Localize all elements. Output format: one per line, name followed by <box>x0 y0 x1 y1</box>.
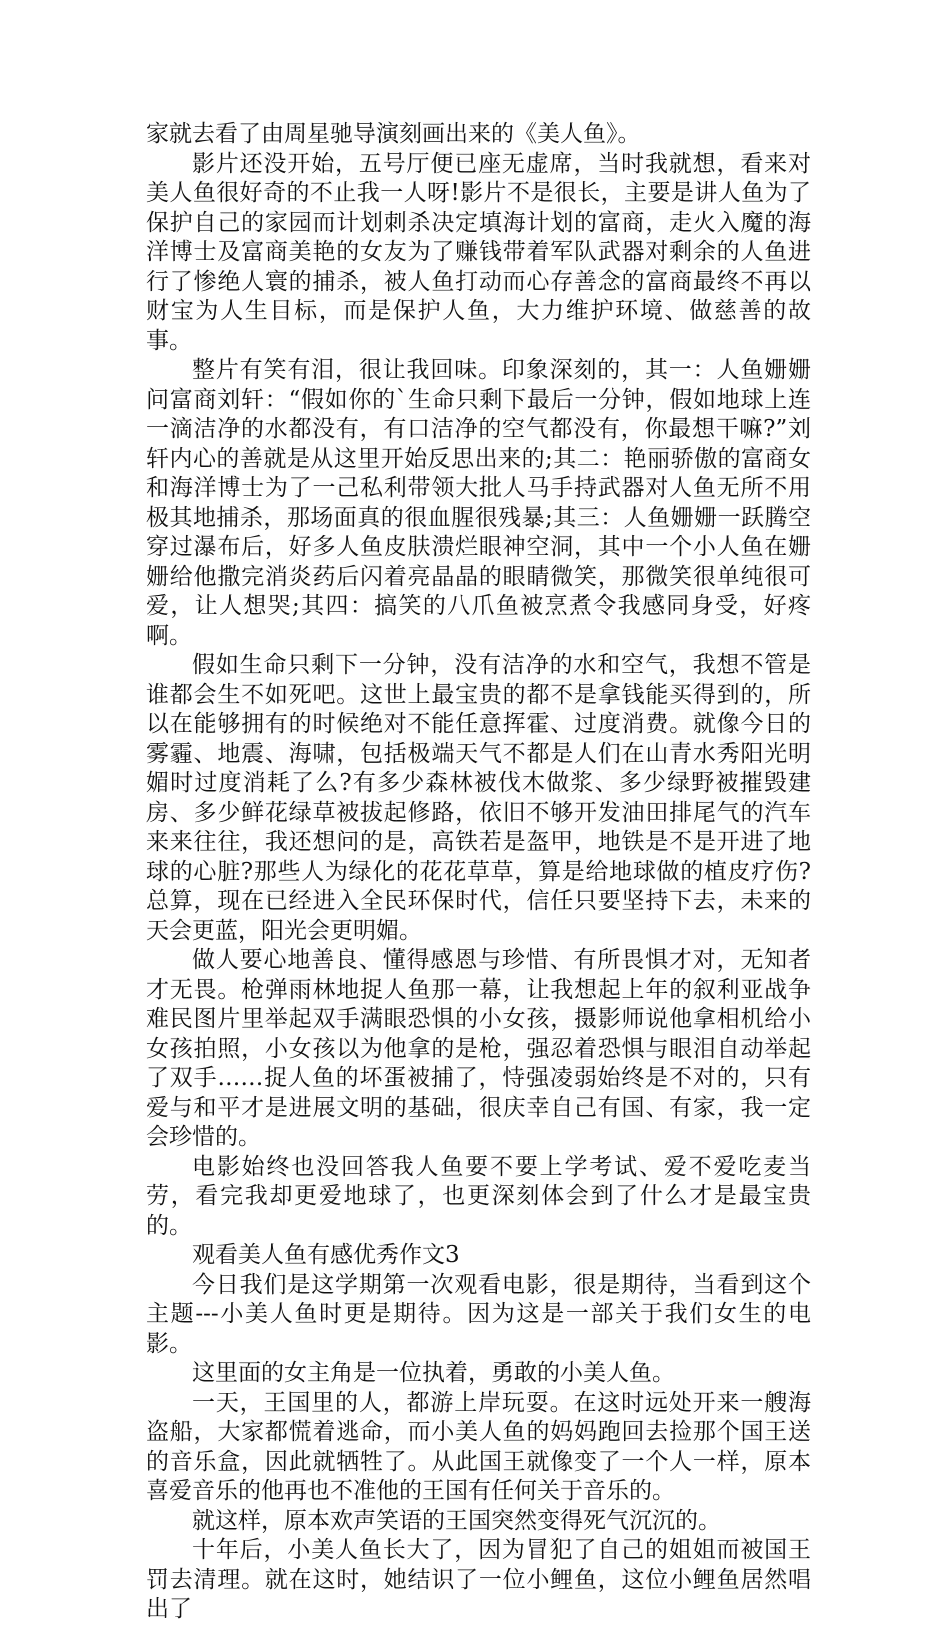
paragraph: 今日我们是这学期第一次观看电影，很是期待，当看到这个主题---小美人鱼时更是期待。因为这是一部关于我们女生的电影。 <box>146 1271 811 1357</box>
paragraph: 就这样，原本欢声笑语的王国突然变得死气沉沉的。 <box>192 1507 721 1534</box>
paragraph: 十年后，小美人鱼长大了，因为冒犯了自己的姐姐而被国王罚去清理。就在这时，她结识了一位小鲤鱼，这位小鲤鱼居然唱出了 <box>146 1537 811 1622</box>
paragraph: 影片还没开始，五号厅便已座无虚席，当时我就想，看来对美人鱼很好奇的不止我一人呀!影片不是很长，主要是讲人鱼为了保护自己的家园而计划刺杀决定填海计划的富商，走火入魔的海洋博士及富商美艳的女友为了赚钱带着军队武器对剩余的人鱼进行了惨绝人寰的捕杀，被人鱼打动而心存善念的富商最终不再以财宝为人生目标，而是保护人鱼，大力维护环境、做慈善的故事。 <box>146 150 811 354</box>
paragraph: 假如生命只剩下一分钟，没有洁净的水和空气，我想不管是谁都会生不如死吧。这世上最宝贵的都不是拿钱能买得到的，所以在能够拥有的时候绝对不能任意挥霍、过度消费。就像今日的雾霾、地震、海啸，包括极端天气不都是人们在山青水秀阳光明媚时过度消耗了么?有多少森林被伐木做浆、多少绿野被摧毁建房、多少鲜花绿草被拔起修路，依旧不够开发油田排尾气的汽车来来往往，我还想问的是，高铁若是盔甲，地铁是不是开进了地球的心脏?那些人为绿化的花花草草，算是给地球做的植皮疗伤?总算，现在已经进入全民环保时代，信任只要坚持下去，未来的天会更蓝，阳光会更明媚。 <box>146 652 811 944</box>
paragraph: 做人要心地善良、懂得感恩与珍惜、有所畏惧才对，无知者才无畏。枪弹雨林地捉人鱼那一幕，让我想起上年的叙利亚战争难民图片里举起双手满眼恐惧的小女孩，摄影师说他拿相机给小女孩拍照，小女孩以为他拿的是枪，强忍着恐惧与眼泪自动举起了双手……捉人鱼的坏蛋被捕了，恃强凌弱始终是不对的，只有爱与和平才是进展文明的基础，很庆幸自己有国、有家，我一定会珍惜的。 <box>146 947 811 1150</box>
paragraph: 家就去看了由周星驰导演刻画出来的《美人鱼》。 <box>146 121 641 147</box>
paragraph: 电影始终也没回答我人鱼要不要上学考试、爱不爱吃麦当劳，看完我却更爱地球了，也更深刻体会到了什么才是最宝贵的。 <box>146 1153 811 1239</box>
document-body <box>146 120 811 1625</box>
paragraph: 这里面的女主角是一位执着，勇敢的小美人鱼。 <box>192 1360 675 1386</box>
paragraph: 一天，王国里的人，都游上岸玩耍。在这时远处开来一艘海盗船，大家都慌着逃命，而小美人鱼的妈妈跑回去捡那个国王送的音乐盒，因此就牺牲了。从此国王就像变了一个人一样，原本喜爱音乐的他再也不准他的王国有任何关于音乐的。 <box>146 1389 811 1504</box>
paragraph: 整片有笑有泪，很让我回味。印象深刻的，其一：人鱼姗姗问富商刘轩：“假如你的`生命只剩下最后一分钟，假如地球上连一滴洁净的水都没有，有口洁净的空气都没有，你最想干嘛?”刘轩内心的善就是从这里开始反思出来的;其二：艳丽骄傲的富商女和海洋博士为了一己私利带领大批人马手持武器对人鱼无所不用极其地捕杀，那场面真的很血腥很残暴;其三：人鱼姗姗一跃腾空穿过瀑布后，好多人鱼皮肤溃烂眼神空洞，其中一个小人鱼在姗姗给他撒完消炎药后闪着亮晶晶的眼睛微笑，那微笑很单纯很可爱，让人想哭;其四：搞笑的八爪鱼被烹煮令我感同身受，好疼啊。 <box>146 357 811 649</box>
section-heading: 观看美人鱼有感优秀作文3 <box>192 1242 460 1268</box>
